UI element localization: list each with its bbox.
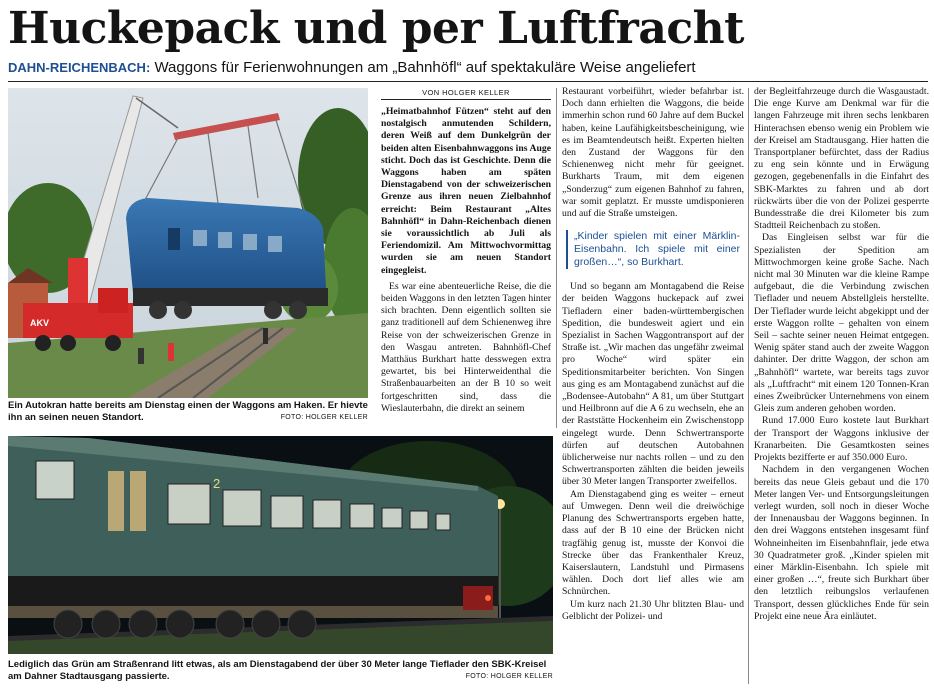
paragraph: Um kurz nach 21.30 Uhr blitzten Blau- und Gelblicht der Polizei- und xyxy=(562,598,744,622)
crane-scene-illustration xyxy=(8,88,368,398)
column-divider xyxy=(556,88,557,428)
article-column-1 xyxy=(381,106,551,415)
paragraph: Und so begann am Montagabend die Reise der beiden Waggons huckepack auf zwei Tiefladern einer baden-württembergischen Spedition, die bundesweit agiert und ein Spezialist in Sachen Waggontransport auf der Straße ist. „Wir machen das ungefähr zweimal pro Woche“ wird später ein Speditionsmitarbeiter berichten. Von Singen aus ging es am Montagabend zunächst auf die „Bodensee-Autobahn“ A 81, um über Stuttgart und Heilbronn auf die A 6 zu wechseln, ehe an der Raststätte Hockenheim ein Zwischenstopp eingelegt wurde. Denn Schwertransporte dürfen auf deutschen Autobahnen üblicherweise nur nachts rollen – und zu den Schwertransporten zählten die beiden jeweils über 30 Meter langen Transporter zweifellos. xyxy=(562,281,744,488)
dateline-place: DAHN-REICHENBACH: xyxy=(8,60,151,75)
article-column-3 xyxy=(754,86,929,623)
photo-night-transport xyxy=(8,436,553,654)
pull-quote xyxy=(566,230,740,269)
paragraph: Nachdem in den vergangenen Wochen bereits das neue Gleis gebaut und die 170 Meter langen Ver- und Entsorgungsleitungen verlegt wurden, soll noch in dieser Woche der Innenausbau der Waggons beginnen. In den drei Waggons entstehen insgesamt fünf Wohneinheiten im Eisenbahnflair, jede etwa 30 Quadratmeter groß. „Kinder spielen mit einer Märklin-Eisenbahn. Ich spiele mit einer großen …“, freute sich Burkhart über den letztlich reibungslos verlaufenen Transport, dessen glückliches Ende für sein Projekt eine neue Ära einläutet. xyxy=(754,464,929,622)
photo-crane-caption xyxy=(8,400,368,424)
photo-crane-caption-text: Ein Autokran hatte bereits am Dienstag einen der Waggons am Haken. Er hievte ihn an seinen neuen Standort. xyxy=(8,400,368,423)
column-divider xyxy=(748,88,749,684)
photo-night-caption-text: Lediglich das Grün am Straßenrand litt etwas, als am Dienstagabend der über 30 Meter lange Tieflader den SBK-Kreisel am Dahner Stadtausgang passierte. xyxy=(8,659,547,682)
waggon-number: 2 xyxy=(213,476,221,491)
paragraph: Es war eine abenteuerliche Reise, die die beiden Waggons in den letzten Tagen hinter sich brachten. Denn eigentlich sollten sie ganz traditionell auf dem Schienenweg ihre Reise von der schweizerischen Grenze in den Wasgau antreten. Bahnhöfl-Chef Matthäus Burkhart hatte desswegen extra gewartet, bis bei Hinterweidenthal die Straßenbauarbeiten an der B 10 so weit fortgeschritten sind, dass die Wieslauterbahn, die direkt an seinem xyxy=(381,280,551,414)
photo-crane-credit: FOTO: HOLGER KELLER xyxy=(280,414,368,421)
paragraph: Das Eingleisen selbst war für die Spezialisten der Spedition am Mittwochmorgen keine große Sache. Nach nicht mal 30 Minuten war die kleine Rampe aufgebaut, die die Verbindung zwischen Tieflader und neuem Abstellgleis herstellte. Der Tieflader wurde leicht abgekippt und der erste Waggon rollte – gehalten von einem Seil – sachte seiner neuen Heimat entgegen. Wenig später stand auch der zweite Waggon dahinter. Der dritte Waggon, der schon am „Bahnhöfl“ wartete, war bereits tags zuvor als „Luftfracht“ mit einem 120 Tonnen-Kran eines Zweibrücker Unternehmens von einem Gleis zum anderen gehoben worden. xyxy=(754,232,929,415)
night-transport-illustration xyxy=(8,436,553,654)
subtitle: Waggons für Ferienwohnungen am „Bahnhöfl“ auf spektakuläre Weise angeliefert xyxy=(154,59,696,76)
lead-paragraph: „Heimatbahnhof Fützen“ steht auf den nostalgisch anmutenden Schildern, deren Weiß auf dem Dunkelgrün der beiden alten Eisenbahnwaggons ins Auge sticht. Doch das ist Geschichte. Denn die Waggons haben am späten Dienstagabend von der schweizerischen Grenze aus ihren neuen Zielbahnhof erreicht: Beim Restaurant „Altes Bahnhöfl“ in Dahn-Reichenbach dienen sie voraussichtlich ab Juli als Feriendomizil. Am Mittwochvormittag wurden sie am neuen Standort eingegleist. xyxy=(381,106,551,276)
dateline xyxy=(8,58,696,78)
article-column-2 xyxy=(562,86,744,623)
byline-box xyxy=(381,88,551,100)
photo-night-credit: FOTO: HOLGER KELLER xyxy=(465,673,553,680)
byline: VON HOLGER KELLER xyxy=(381,88,551,100)
photo-crane xyxy=(8,88,368,398)
headline-rule xyxy=(8,81,928,82)
paragraph: Rund 17.000 Euro kostete laut Burkhart der Transport der Waggons inklusive der Kranarbeiten. Die Gesamtkosten seines Projekts bezifferte er auf 350.000 Euro. xyxy=(754,415,929,464)
paragraph: Restaurant vorbeiführt, wieder befahrbar ist. Doch dann erhielten die Waggons, die beide immerhin schon rund 60 Jahre auf dem Buckel haben, keine Laufähigkeitsbescheinigung, wie es im Beamtendeutsch heißt. Experten hielten den Zustand der Waggons für den Schienenweg nicht mehr für geeignet. Burkharts Traum, mit dem eigenen „Sonderzug“ zum eigenen Bahnhof zu fahren, war somit geplatzt. Er musste umdisponieren und auf die Straße umsteigen. xyxy=(562,86,744,220)
headline: Huckepack und per Luftfracht xyxy=(8,3,744,54)
photo-night-caption xyxy=(8,659,553,683)
paragraph: der Begleitfahrzeuge durch die Wasgaustadt. Die enge Kurve am Denkmal war für die langen Fahrzeuge mit ihren sechs lenkbaren Hinterachsen ebenso wenig ein Problem wie der Kreisel am Stadtausgang. Hier hatten die Transportplaner befürchtet, dass der Radius zu eng sein könnte und in Erwägung gezogen, gegebenenfalls in die Einfahrt des SBK-Marktes zu fahren und ab dort rückwärts über die von der Polizei gesperrte Bundesstraße die drei Kilometer bis zum Stadtteil Reichenbach zu stoßen. xyxy=(754,86,929,232)
pull-quote-text: „Kinder spielen mit einer Märklin-Eisenbahn. Ich spiele mit einer großen…“, so Burkhart. xyxy=(574,230,740,269)
crane-logo: AKV xyxy=(30,318,50,328)
paragraph: Am Dienstagabend ging es weiter – erneut auf Umwegen. Denn weil die dreiwöchige Planung des Schwertransports ergeben hatte, dass auf der B 10 eine der Brücken nicht tragfähig genug ist, musste der Konvoi die Strecke über das Frankenthaler Kreuz, Kaiserslautern, Landstuhl und Pirmasens wählen. Doch dort lief alles wie am Schnürchen. xyxy=(562,488,744,598)
